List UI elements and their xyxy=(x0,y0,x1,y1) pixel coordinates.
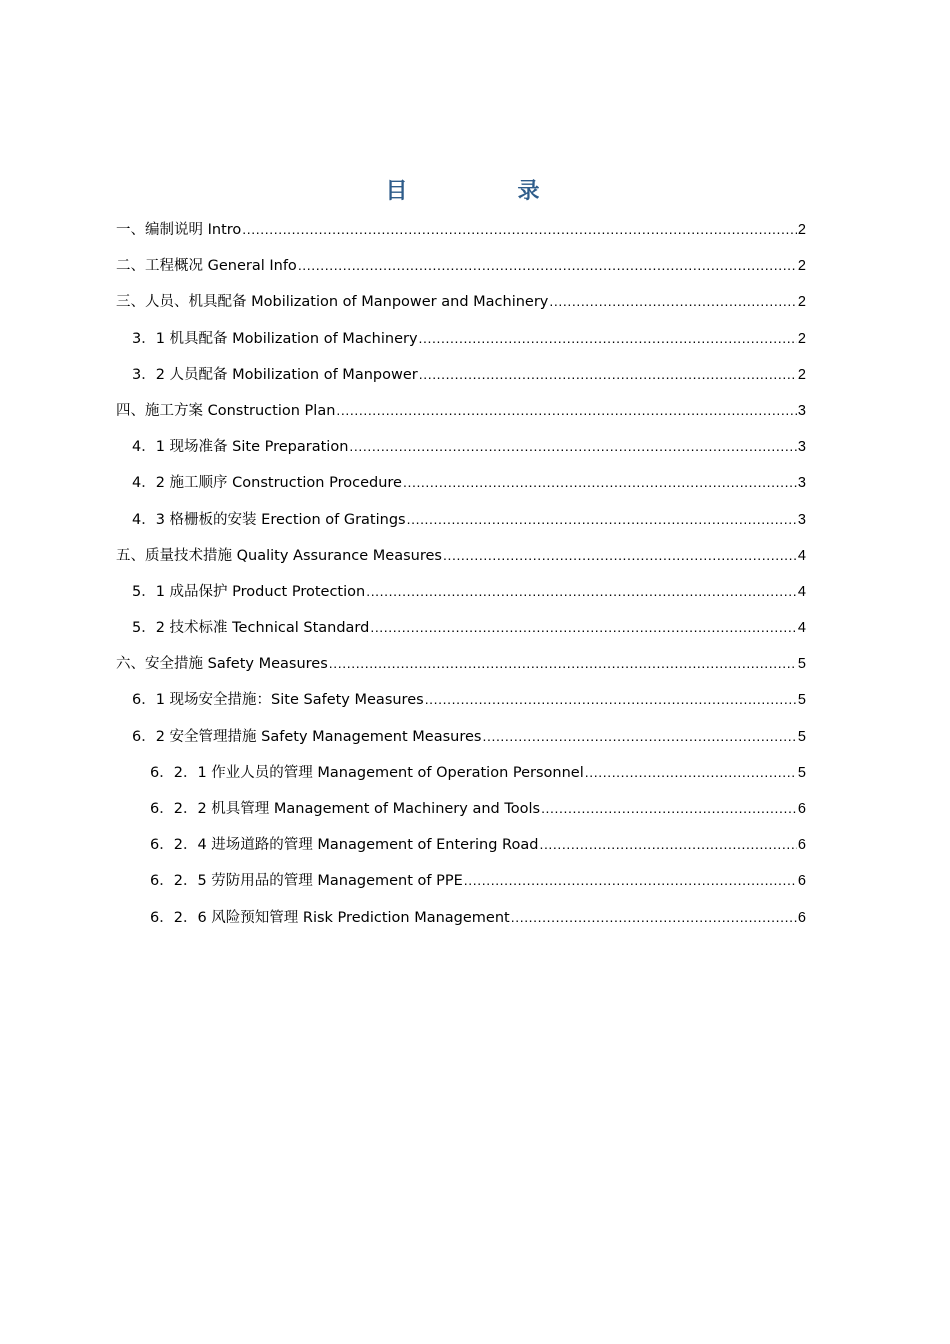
toc-page-number: 2 xyxy=(797,330,806,347)
toc-entry-text: 6．2．5 劳防用品的管理 Management of PPE xyxy=(150,873,463,890)
toc-entry[interactable] xyxy=(116,429,806,465)
toc-entry[interactable] xyxy=(116,465,806,501)
toc-page-number: 4 xyxy=(797,620,806,637)
toc-page-number: 5 xyxy=(797,692,806,709)
toc-entry-text: 4．1 现场准备 Site Preparation xyxy=(132,439,349,456)
toc-entry[interactable] xyxy=(116,646,806,682)
toc-entry[interactable] xyxy=(116,284,806,320)
toc-entry-text: 6．2．2 机具管理 Management of Machinery and Tools xyxy=(150,801,541,817)
toc-page-number: 2 xyxy=(797,366,806,383)
toc-page-number: 5 xyxy=(797,728,806,745)
toc-page-number: 4 xyxy=(797,547,806,564)
toc-entry[interactable] xyxy=(116,248,806,284)
toc-dot-leader xyxy=(370,610,797,644)
toc-entry-text: 3．1 机具配备 Mobilization of Machinery xyxy=(132,330,418,347)
toc-entry[interactable] xyxy=(116,755,806,791)
toc-entry[interactable] xyxy=(116,827,806,863)
toc-page-number: 2 xyxy=(797,258,806,275)
toc-entry[interactable] xyxy=(116,212,806,248)
toc-page-number: 3 xyxy=(797,475,806,492)
toc-entry-text: 4．3 格栅板的安装 Erection of Gratings xyxy=(132,511,406,528)
toc-page-number: 4 xyxy=(797,583,806,600)
toc-entry-text: 四、施工方案 Construction Plan xyxy=(116,402,336,419)
toc-entry-text: 一、编制说明 Intro xyxy=(116,222,242,238)
toc-page-number: 3 xyxy=(797,439,806,456)
toc-entry-text: 五、质量技术措施 Quality Assurance Measures xyxy=(116,547,442,564)
toc-entry[interactable] xyxy=(116,682,806,718)
toc-entry-text: 三、人员、机具配备 Mobilization of Manpower and Machinery xyxy=(116,294,549,311)
toc-entry-text: 6．1 现场安全措施：Site Safety Measures xyxy=(132,692,424,709)
toc-dot-leader xyxy=(366,574,797,608)
toc-entry[interactable] xyxy=(116,791,806,827)
toc-dot-leader xyxy=(419,357,797,391)
toc-dot-leader xyxy=(419,321,797,355)
toc-entry[interactable] xyxy=(116,393,806,429)
toc-entry[interactable] xyxy=(116,719,806,755)
toc-entry[interactable] xyxy=(116,900,806,936)
toc-dot-leader xyxy=(298,248,797,282)
toc-entry-text: 3．2 人员配备 Mobilization of Manpower xyxy=(132,366,418,383)
toc-entry[interactable] xyxy=(116,863,806,899)
toc-entry-text: 6．2．4 进场道路的管理 Management of Entering Road xyxy=(150,837,539,854)
toc-page-number: 3 xyxy=(797,511,806,528)
toc-entry-text: 6．2．1 作业人员的管理 Management of Operation Personnel xyxy=(150,764,584,781)
toc-entry[interactable] xyxy=(116,610,806,646)
toc-dot-leader xyxy=(539,827,796,861)
toc-entry-text: 二、工程概况 General Info xyxy=(116,258,297,275)
toc-entry-text: 6．2．6 风险预知管理 Risk Prediction Management xyxy=(150,909,510,926)
toc-page-number: 6 xyxy=(797,837,806,854)
toc-dot-leader xyxy=(464,863,797,897)
toc-dot-leader xyxy=(349,429,797,463)
toc-page-number: 2 xyxy=(797,222,806,238)
toc-page-number: 3 xyxy=(797,402,806,419)
toc-entry[interactable] xyxy=(116,538,806,574)
toc-entry[interactable] xyxy=(116,321,806,357)
toc-page-number: 6 xyxy=(797,801,806,817)
toc-title: 目 录 xyxy=(385,178,584,204)
toc-page-number: 6 xyxy=(797,873,806,890)
toc-dot-leader xyxy=(329,646,797,680)
toc-entry-text: 4．2 施工顺序 Construction Procedure xyxy=(132,475,402,492)
toc-dot-leader xyxy=(443,538,797,572)
toc-page-number: 5 xyxy=(797,656,806,673)
toc-dot-leader xyxy=(336,393,797,427)
toc-dot-leader xyxy=(511,900,797,934)
toc-page-number: 6 xyxy=(797,909,806,926)
toc-entry-text: 5．2 技术标准 Technical Standard xyxy=(132,620,370,637)
toc-dot-leader xyxy=(403,465,797,499)
toc-entry-text: 5．1 成品保护 Product Protection xyxy=(132,583,366,600)
toc-dot-leader xyxy=(242,212,797,246)
toc-dot-leader xyxy=(482,719,796,753)
toc-dot-leader xyxy=(407,502,797,536)
toc-page-number: 2 xyxy=(797,294,806,311)
toc-entry[interactable] xyxy=(116,357,806,393)
toc-entry[interactable] xyxy=(116,574,806,610)
toc-dot-leader xyxy=(585,755,797,789)
table-of-contents xyxy=(116,212,806,936)
toc-page-number: 5 xyxy=(797,764,806,781)
toc-dot-leader xyxy=(425,682,797,716)
toc-entry-text: 6．2 安全管理措施 Safety Management Measures xyxy=(132,728,482,745)
toc-entry-text: 六、安全措施 Safety Measures xyxy=(116,656,328,673)
toc-dot-leader xyxy=(549,284,797,318)
toc-dot-leader xyxy=(541,791,797,825)
toc-entry[interactable] xyxy=(116,502,806,538)
